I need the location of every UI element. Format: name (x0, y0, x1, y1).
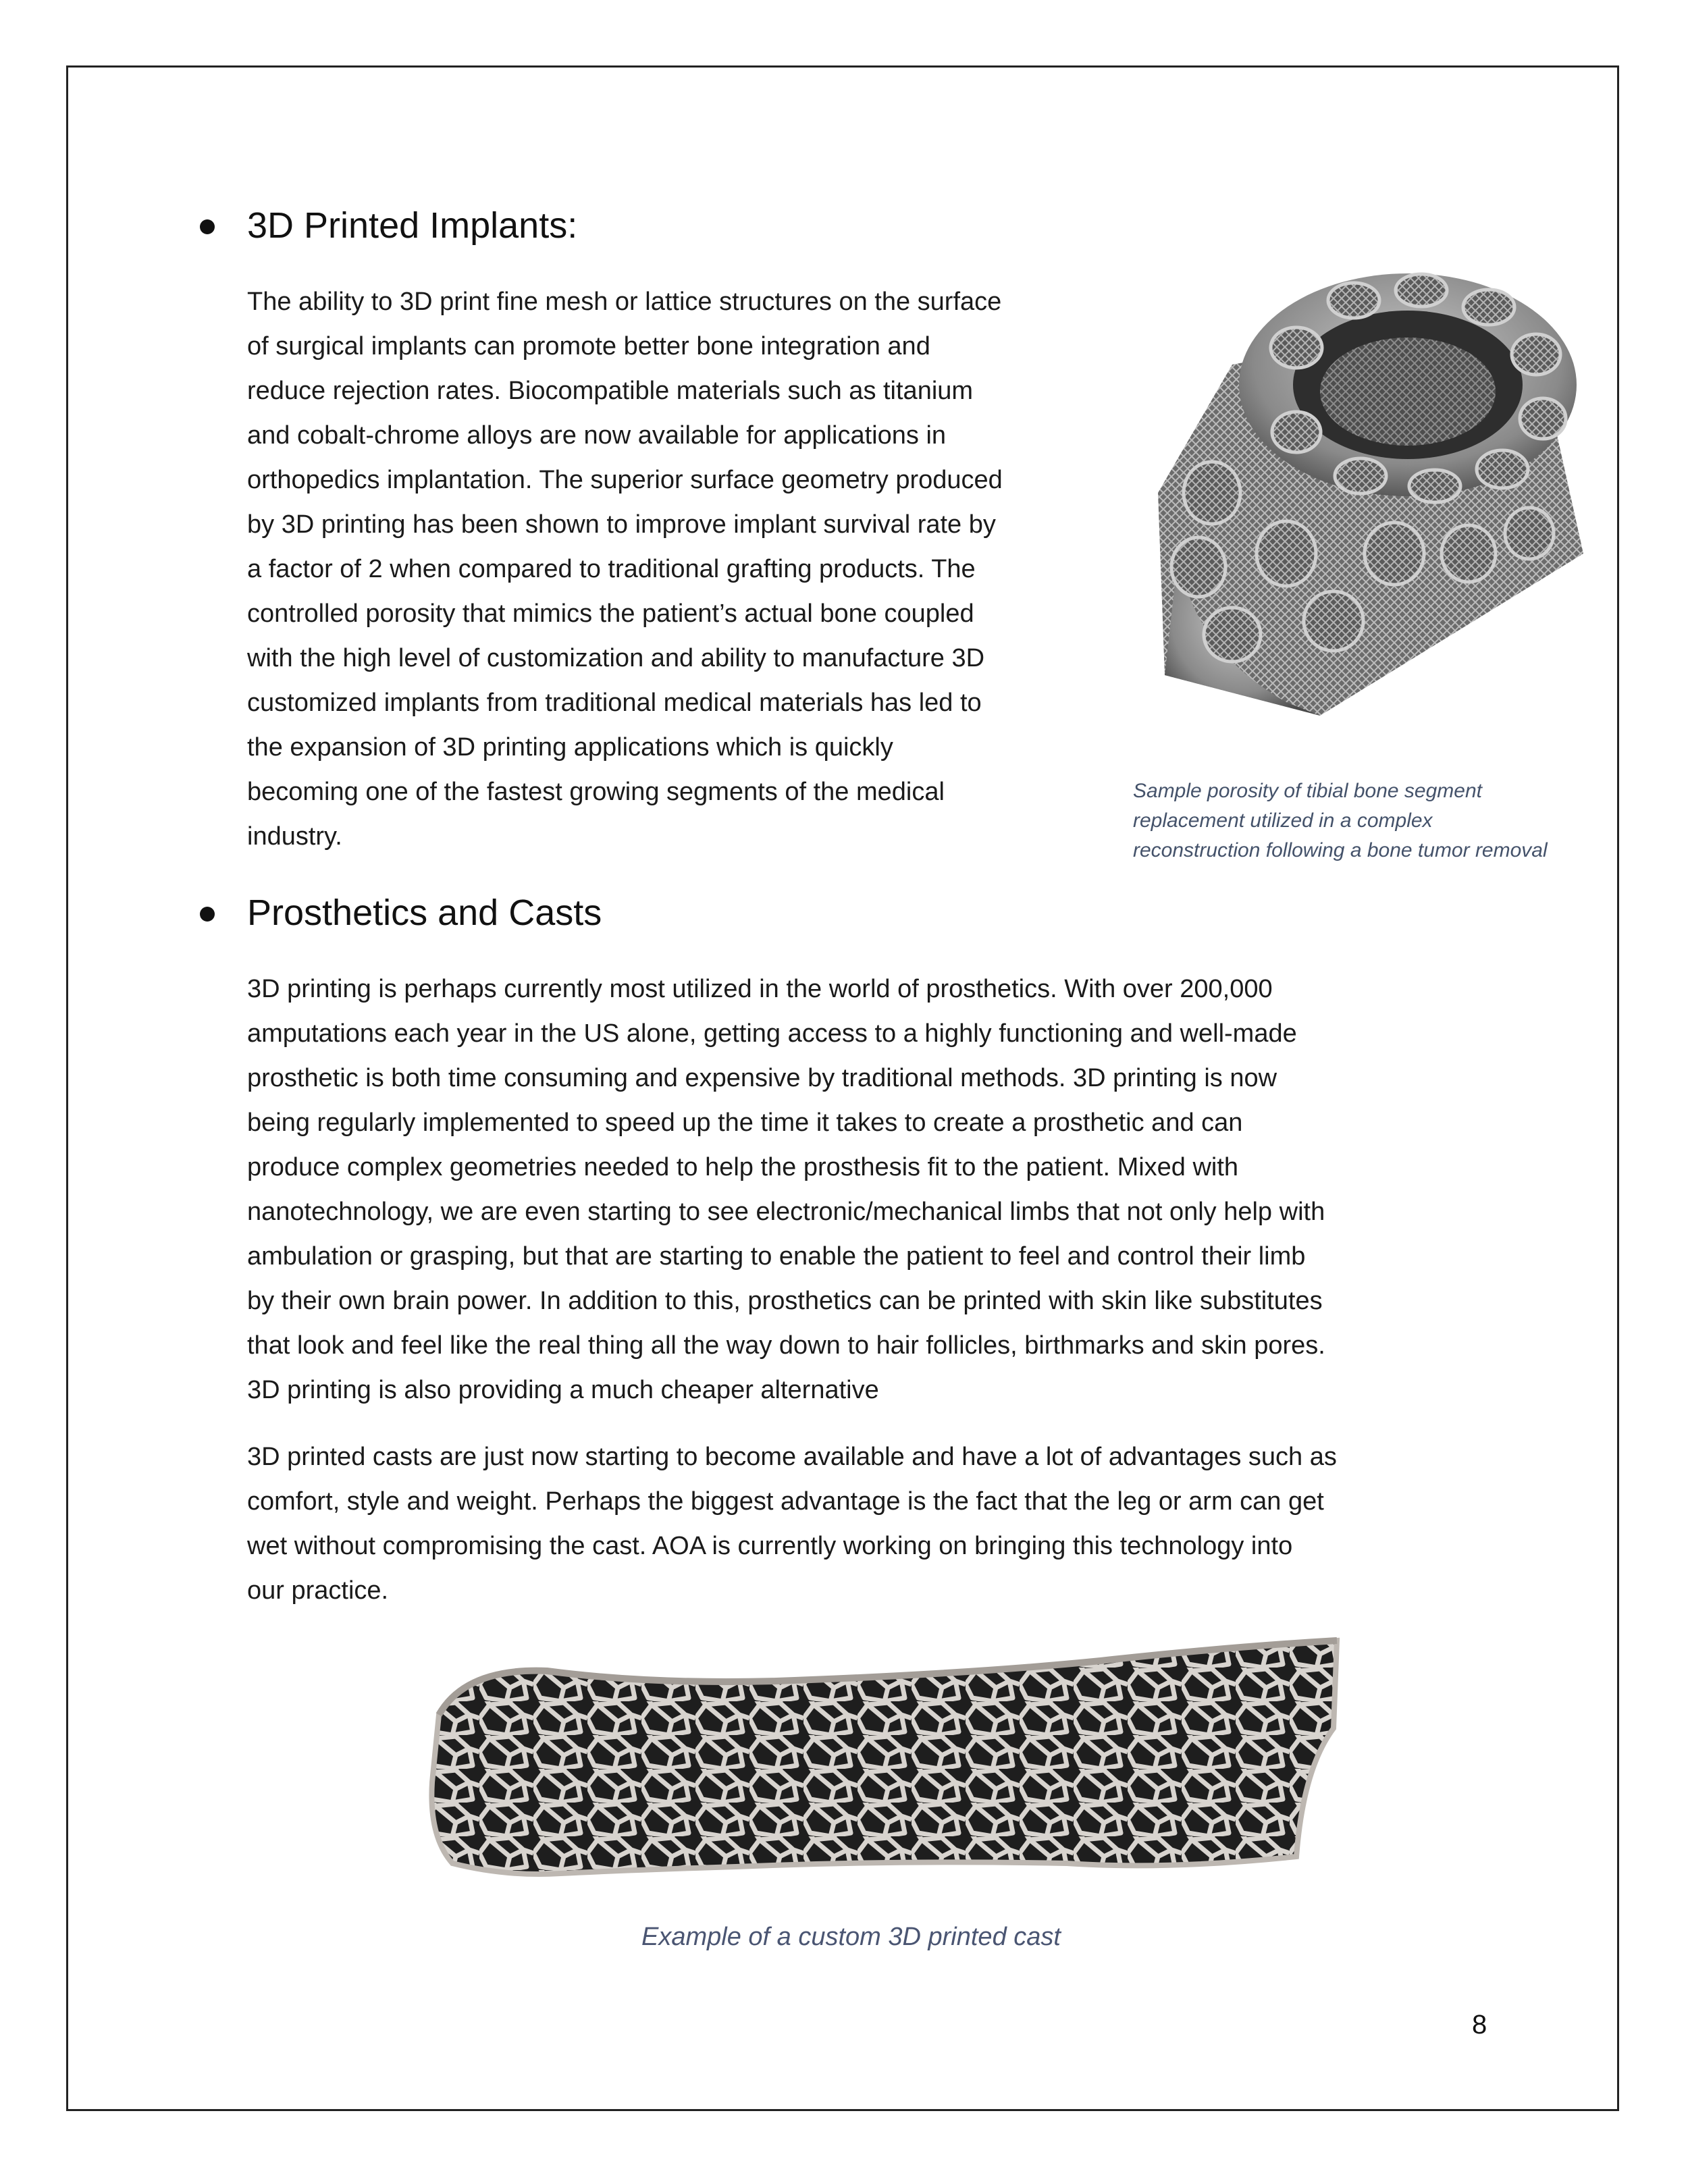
text-line: comfort, style and weight. Perhaps the biggest advantage is the fact that the leg or arm can get (247, 1487, 1324, 1516)
text-line: produce complex geometries needed to help the prosthesis fit to the patient. Mixed with (247, 1153, 1239, 1181)
text-line: the expansion of 3D printing applications which is quickly (247, 733, 893, 762)
bullet-2 (200, 907, 215, 922)
text-line: 3D printing is also providing a much cheaper alternative (247, 1376, 879, 1404)
text-line: 3D printing is perhaps currently most utilized in the world of prosthetics. With over 200,000 (247, 975, 1273, 1003)
cast-figure-caption: Example of a custom 3D printed cast (641, 1923, 1061, 1951)
cast-image (425, 1634, 1350, 1917)
caption-line: reconstruction following a bone tumor removal (1133, 839, 1548, 861)
text-line: of surgical implants can promote better bone integration and (247, 332, 930, 361)
text-line: amputations each year in the US alone, getting access to a highly functioning and well-made (247, 1019, 1297, 1048)
text-line: by their own brain power. In addition to this, prosthetics can be printed with skin like substitutes (247, 1287, 1323, 1315)
text-line: with the high level of customization and ability to manufacture 3D (247, 644, 985, 672)
text-line: by 3D printing has been shown to improve implant survival rate by (247, 510, 996, 539)
text-line: wet without compromising the cast. AOA is currently working on bringing this technology into (247, 1532, 1293, 1560)
text-line: controlled porosity that mimics the patient’s actual bone coupled (247, 600, 974, 628)
text-line: becoming one of the fastest growing segments of the medical (247, 778, 945, 806)
text-line: industry. (247, 822, 342, 851)
text-line: The ability to 3D print fine mesh or lattice structures on the surface (247, 288, 1002, 316)
text-line: orthopedics implantation. The superior surface geometry produced (247, 466, 1003, 494)
text-line: prosthetic is both time consuming and expensive by traditional methods. 3D printing is now (247, 1064, 1277, 1092)
text-line: being regularly implemented to speed up the time it takes to create a prosthetic and can (247, 1109, 1243, 1137)
text-line: customized implants from traditional medical materials has led to (247, 689, 982, 717)
caption-line: Sample porosity of tibial bone segment (1133, 780, 1482, 802)
text-line: ambulation or grasping, but that are starting to enable the patient to feel and control their limb (247, 1242, 1306, 1271)
implant-image (1151, 270, 1597, 729)
text-line: a factor of 2 when compared to traditional grafting products. The (247, 555, 976, 583)
bullet-1 (200, 219, 215, 234)
page-number: 8 (1472, 2010, 1487, 2040)
text-line: 3D printed casts are just now starting to become available and have a lot of advantages such as (247, 1443, 1337, 1471)
text-line: reduce rejection rates. Biocompatible materials such as titanium (247, 377, 974, 405)
text-line: and cobalt-chrome alloys are now available for applications in (247, 421, 947, 450)
text-line: nanotechnology, we are even starting to see electronic/mechanical limbs that not only help with (247, 1198, 1325, 1226)
text-line: our practice. (247, 1576, 389, 1605)
text-line: that look and feel like the real thing all the way down to hair follicles, birthmarks and skin pores. (247, 1331, 1325, 1360)
section-heading-prosthetics: Prosthetics and Casts (247, 893, 602, 933)
caption-line: replacement utilized in a complex (1133, 809, 1433, 832)
section-heading-implants: 3D Printed Implants: (247, 205, 578, 246)
